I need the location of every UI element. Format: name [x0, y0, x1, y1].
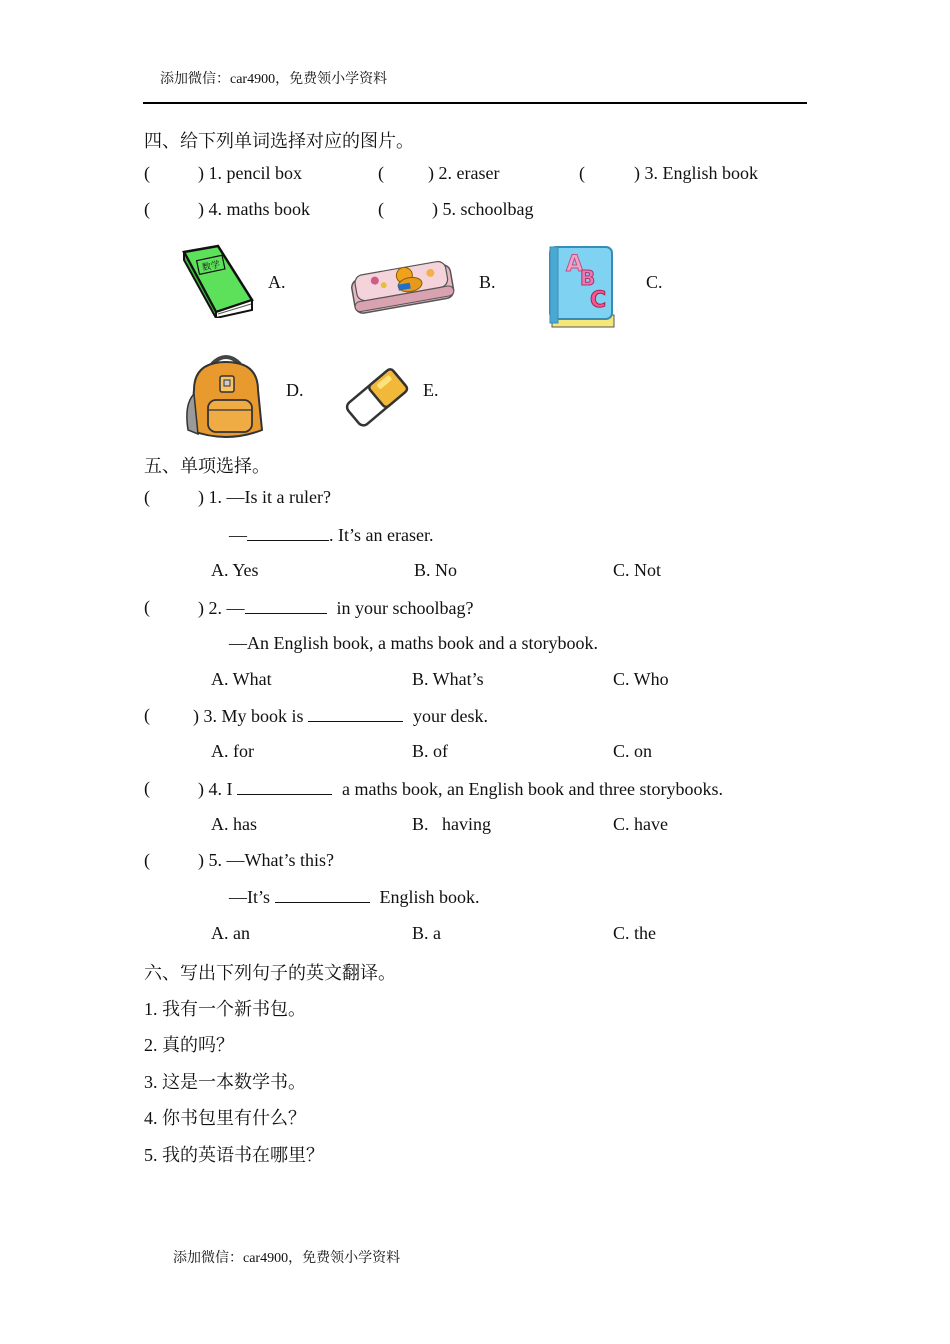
section6-title: 六、写出下列句子的英文翻译。 [144, 963, 396, 983]
q3-option-a: A. for [211, 741, 254, 761]
paren-open: ( [144, 850, 150, 870]
s6-item-5: 5. 我的英语书在哪里？ [144, 1145, 324, 1165]
q5-option-b: B. a [412, 923, 441, 943]
schoolbag-image [182, 350, 272, 442]
pencil-box-image [346, 250, 458, 320]
q4-option-b: B. having [412, 814, 491, 834]
paren-open: ( [144, 778, 150, 798]
q2-question-pre: ) 2. — [198, 598, 245, 618]
q5-option-c: C. the [613, 923, 656, 943]
q4-question [198, 778, 723, 800]
s4-item-2: ) 2. eraser [428, 163, 500, 183]
q3-question-pre: ) 3. My book is [193, 706, 304, 726]
s4-item-5: ) 5. schoolbag [432, 199, 534, 219]
s6-item-3: 3. 这是一本数学书。 [144, 1072, 306, 1092]
s6-item-2: 2. 真的吗？ [144, 1035, 234, 1055]
picture-label-c: C. [646, 272, 663, 292]
q1-blank[interactable] [247, 524, 329, 541]
s4-item-1: ) 1. pencil box [198, 163, 302, 183]
q2-question [198, 597, 473, 619]
q5-answer [229, 886, 480, 908]
header-text: 添加微信：car4900，免费领小学资料 [160, 72, 388, 87]
q3-option-b: B. of [412, 741, 448, 761]
svg-text:A: A [566, 252, 584, 277]
q1-question: ) 1. —Is it a ruler? [198, 487, 331, 507]
q4-option-a: A. has [211, 814, 257, 834]
q3-option-c: C. on [613, 741, 653, 761]
maths-book-image [180, 244, 256, 318]
q1-answer-post: . It’s an eraser. [329, 525, 434, 545]
picture-label-b: B. [479, 272, 496, 292]
q1-answer [229, 524, 433, 546]
section5-title: 五、单项选择。 [144, 456, 270, 476]
paren-open: ( [144, 163, 150, 183]
q1-option-b: B. No [414, 560, 458, 580]
q2-answer: —An English book, a maths book and a storybook. [229, 633, 598, 653]
svg-text:B: B [580, 266, 596, 290]
q3-question [193, 705, 488, 727]
section4-title: 四、给下列单词选择对应的图片。 [144, 131, 414, 151]
s6-item-1: 1. 我有一个新书包。 [144, 999, 306, 1019]
q2-option-b: B. What’s [412, 669, 484, 689]
q2-blank[interactable] [245, 597, 327, 614]
q5-answer-pre: —It’s [229, 887, 271, 907]
q3-question-post: your desk. [413, 706, 489, 726]
paren-open: ( [144, 597, 150, 617]
picture-label-a: A. [268, 272, 286, 292]
s4-item-3: ) 3. English book [634, 163, 758, 183]
q5-answer-post: English book. [379, 887, 480, 907]
s4-item-4: ) 4. maths book [198, 199, 310, 219]
s6-item-4: 4. 你书包里有什么？ [144, 1108, 306, 1128]
q5-option-a: A. an [211, 923, 250, 943]
paren-open: ( [144, 705, 150, 725]
q4-blank[interactable] [237, 778, 332, 795]
q5-question: ) 5. —What’s this? [198, 850, 334, 870]
english-book-image [546, 243, 618, 331]
header-rule [143, 102, 807, 104]
book-label: 数学 [201, 260, 222, 274]
svg-text:C: C [590, 288, 607, 313]
paren-open: ( [144, 199, 150, 219]
q2-option-a: A. What [211, 669, 272, 689]
paren-open: ( [378, 199, 384, 219]
footer-text: 添加微信：car4900，免费领小学资料 [173, 1251, 401, 1266]
paren-open: ( [144, 487, 150, 507]
eraser-image [340, 362, 412, 432]
q4-question-post: a maths book, an English book and three storybooks. [342, 779, 723, 799]
q2-option-c: C. Who [613, 669, 669, 689]
q4-option-c: C. have [613, 814, 668, 834]
paren-open: ( [579, 163, 585, 183]
q4-question-pre: ) 4. I [198, 779, 233, 799]
paren-open: ( [378, 163, 384, 183]
q1-option-a: A. Yes [211, 560, 259, 580]
q1-option-c: C. Not [613, 560, 662, 580]
picture-label-e: E. [423, 380, 439, 400]
q3-blank[interactable] [308, 705, 403, 722]
picture-label-d: D. [286, 380, 304, 400]
q1-answer-pre: — [229, 525, 247, 545]
q5-blank[interactable] [275, 886, 370, 903]
q2-question-post: in your schoolbag? [336, 598, 474, 618]
